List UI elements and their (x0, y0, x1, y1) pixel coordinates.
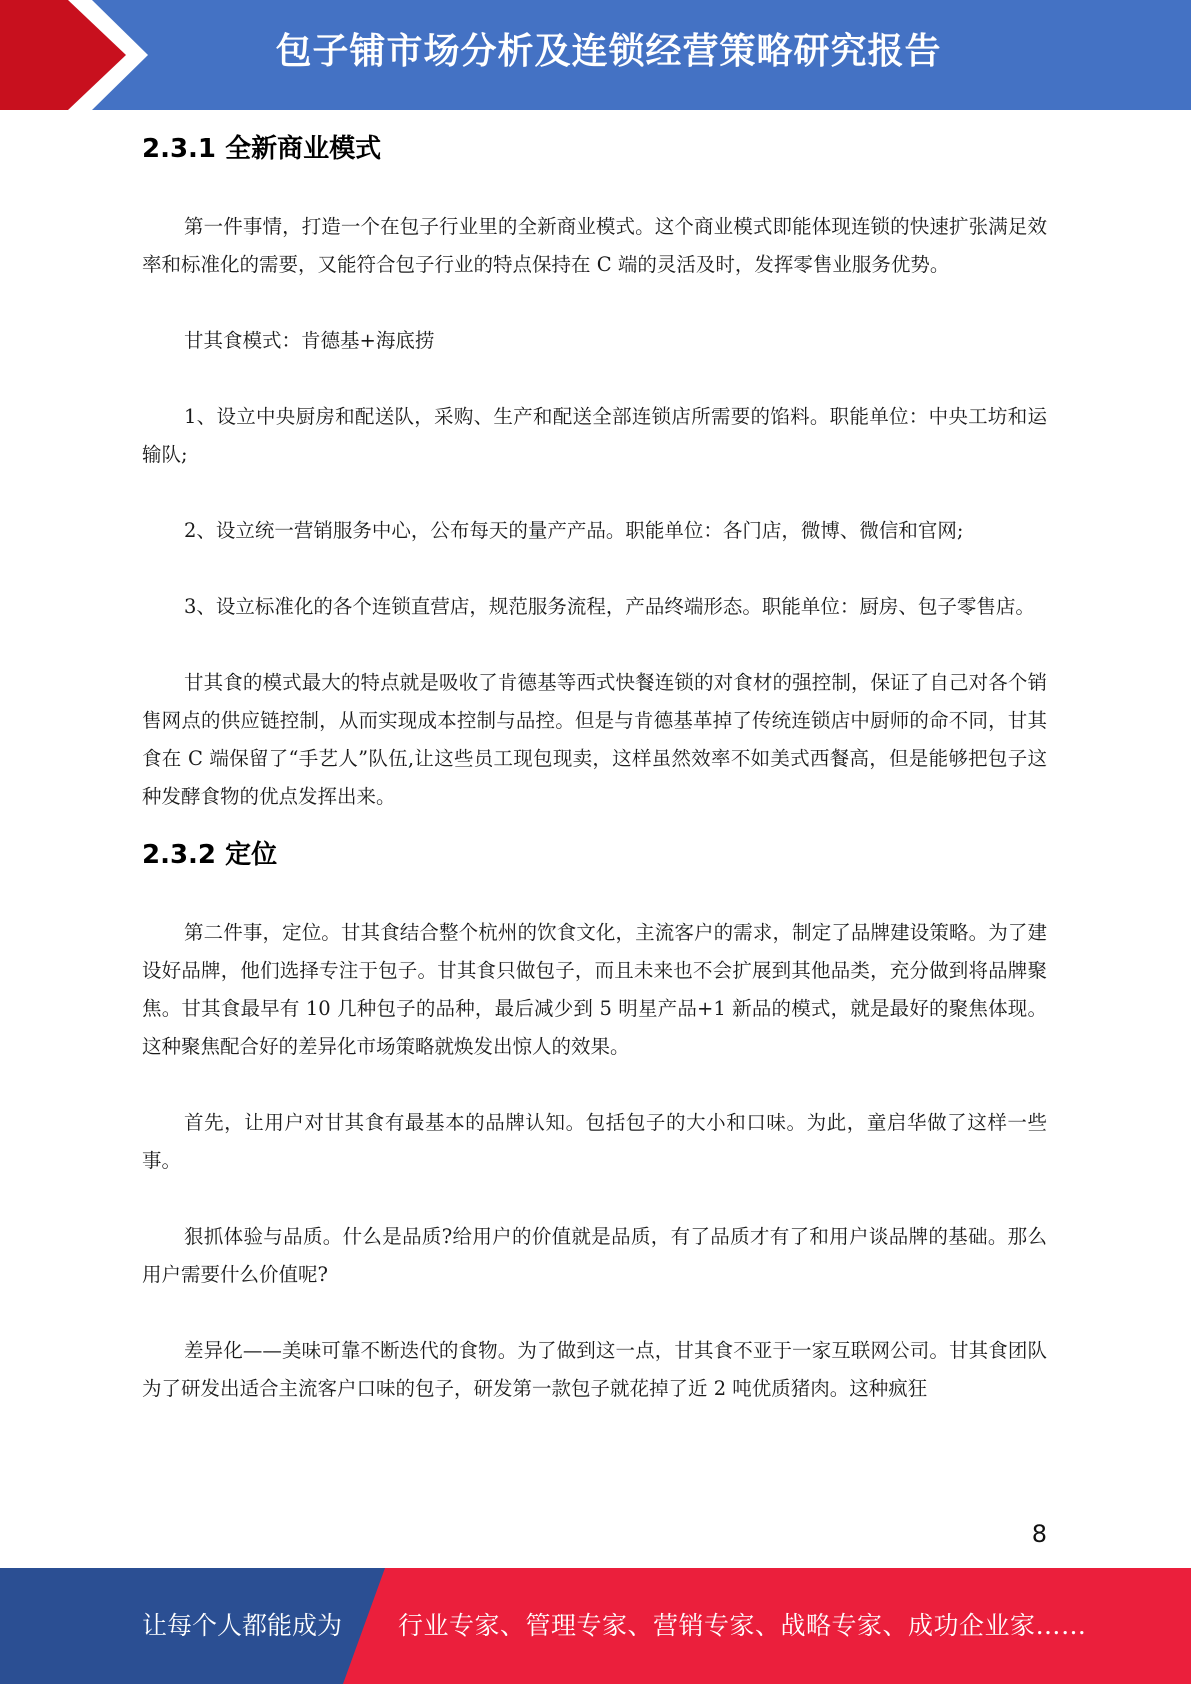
main-content (142, 110, 1047, 1408)
paragraph: 第一件事情，打造一个在包子行业里的全新商业模式。这个商业模式即能体现连锁的快速扩张满足效率和标准化的需要，又能符合包子行业的特点保持在 C 端的灵活及时，发挥零售业服务优势。 (142, 215, 1047, 276)
footer-slogan-left: 让每个人都能成为 (142, 1611, 343, 1640)
page-header (0, 0, 1191, 110)
report-title: 包子铺市场分析及连锁经营策略研究报告 (275, 31, 942, 72)
page-number: 8 (1031, 1520, 1047, 1548)
section-heading-2-3-1: 2.3.1 全新商业模式 (142, 134, 382, 164)
paragraph: 甘其食模式：肯德基+海底捞 (184, 329, 435, 352)
paragraph: 甘其食的模式最大的特点就是吸收了肯德基等西式快餐连锁的对食材的强控制，保证了自己对各个销售网点的供应链控制，从而实现成本控制与品控。但是与肯德基革掉了传统连锁店中厨师的命不同，甘其食在 C 端保留了“手艺人”队伍,让这些员工现包现卖，这样虽然效率不如美式西餐高，但是能够把包子这种发酵食物的优点发挥出来。 (142, 671, 1047, 808)
paragraph: 首先，让用户对甘其食有最基本的品牌认知。包括包子的大小和口味。为此，童启华做了这样一些事。 (142, 1111, 1047, 1172)
paragraph: 狠抓体验与品质。什么是品质?给用户的价值就是品质，有了品质才有了和用户谈品牌的基础。那么用户需要什么价值呢? (142, 1225, 1047, 1286)
section-heading-2-3-2: 2.3.2 定位 (142, 840, 278, 870)
paragraph: 1、设立中央厨房和配送队，采购、生产和配送全部连锁店所需要的馅料。职能单位：中央工坊和运输队; (142, 405, 1047, 466)
page-footer (0, 1568, 1191, 1684)
paragraph: 差异化——美味可靠不断迭代的食物。为了做到这一点，甘其食不亚于一家互联网公司。甘其食团队为了研发出适合主流客户口味的包子，研发第一款包子就花掉了近 2 吨优质猪肉。这种疯狂 (142, 1339, 1047, 1400)
paragraph: 2、设立统一营销服务中心，公布每天的量产产品。职能单位：各门店，微博、微信和官网; (184, 519, 964, 542)
paragraph: 3、设立标准化的各个连锁直营店，规范服务流程，产品终端形态。职能单位：厨房、包子零售店。 (184, 595, 1035, 618)
footer-slogan-right: 行业专家、管理专家、营销专家、战略专家、成功企业家…… (398, 1611, 1087, 1640)
paragraph: 第二件事，定位。甘其食结合整个杭州的饮食文化，主流客户的需求，制定了品牌建设策略。为了建设好品牌，他们选择专注于包子。甘其食只做包子，而且未来也不会扩展到其他品类，充分做到将品牌聚焦。甘其食最早有 10 几种包子的品种，最后减少到 5 明星产品+1 新品的模式，就是最好的聚焦体现。这种聚焦配合好的差异化市场策略就焕发出惊人的效果。 (142, 921, 1047, 1058)
